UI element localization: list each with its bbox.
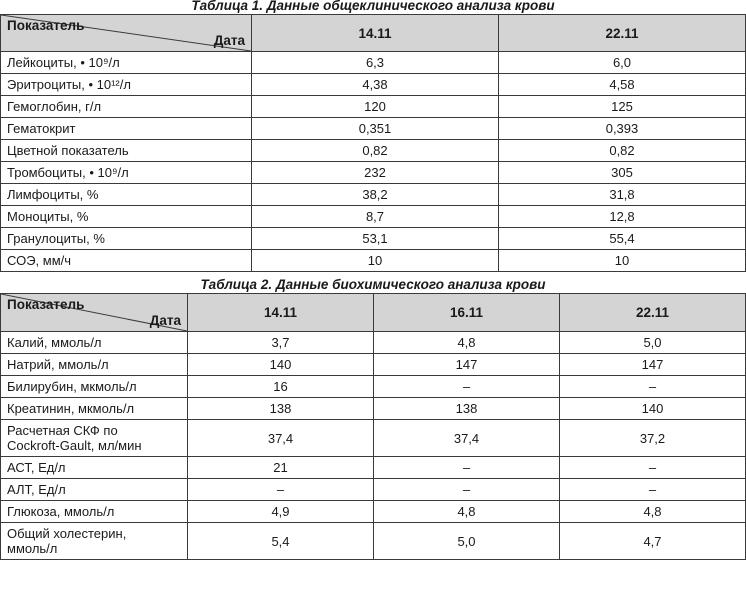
cell-value: – (374, 479, 560, 501)
cell-value: 5,0 (374, 523, 560, 560)
cell-value: 305 (499, 162, 746, 184)
cell-value: 16 (188, 376, 374, 398)
date-header: Дата (149, 313, 181, 328)
table-row (1, 206, 746, 228)
cell-value: – (188, 479, 374, 501)
diagonal-header-cell (1, 15, 252, 52)
row-label: АЛТ, Ед/л (1, 479, 188, 501)
table-row (1, 250, 746, 272)
date-column-header: 14.11 (252, 15, 499, 52)
table-row (1, 52, 746, 74)
cell-value: – (560, 479, 746, 501)
table1-caption: Таблица 1. Данные общеклинического анализа крови (191, 0, 555, 13)
cell-value: 8,7 (252, 206, 499, 228)
cell-value: 21 (188, 457, 374, 479)
cell-value: 232 (252, 162, 499, 184)
table-row (1, 420, 746, 457)
row-label: Цветной показатель (1, 140, 252, 162)
cell-value: 0,351 (252, 118, 499, 140)
table2-caption: Таблица 2. Данные биохимического анализа крови (200, 277, 546, 292)
table-row (1, 74, 746, 96)
date-column-header: 22.11 (560, 294, 746, 332)
cell-value: 10 (252, 250, 499, 272)
biochemistry-table (0, 293, 746, 560)
indicator-header: Показатель (7, 18, 85, 33)
cell-value: 140 (188, 354, 374, 376)
row-label: Глюкоза, ммоль/л (1, 501, 188, 523)
cell-value: 4,7 (560, 523, 746, 560)
cell-value: 147 (374, 354, 560, 376)
cell-value: – (560, 376, 746, 398)
row-label-line: Общий холестерин, (7, 526, 127, 541)
date-column-header: 16.11 (374, 294, 560, 332)
row-label: Тромбоциты, • 10⁹/л (1, 162, 252, 184)
table-row (1, 523, 746, 560)
cell-value: 37,4 (188, 420, 374, 457)
cell-value: 138 (188, 398, 374, 420)
table-row (1, 184, 746, 206)
cell-value: – (374, 376, 560, 398)
cell-value: 0,393 (499, 118, 746, 140)
date-column-header: 14.11 (188, 294, 374, 332)
cell-value: 140 (560, 398, 746, 420)
table-row (1, 140, 746, 162)
cell-value: 37,2 (560, 420, 746, 457)
row-label: Калий, ммоль/л (1, 332, 188, 354)
cell-value: 6,3 (252, 52, 499, 74)
row-label: Натрий, ммоль/л (1, 354, 188, 376)
table-row (1, 479, 746, 501)
cell-value: – (374, 457, 560, 479)
row-label: Гранулоциты, % (1, 228, 252, 250)
row-label: Моноциты, % (1, 206, 252, 228)
cell-value: 5,0 (560, 332, 746, 354)
table-row (1, 118, 746, 140)
table-row (1, 228, 746, 250)
cell-value: 53,1 (252, 228, 499, 250)
table-row (1, 332, 746, 354)
table-header-row (1, 294, 746, 332)
cell-value: 4,8 (374, 332, 560, 354)
row-label-line: Cockroft-Gault, мл/мин (7, 438, 142, 453)
cell-value: 31,8 (499, 184, 746, 206)
row-label: Эритроциты, • 10¹²/л (1, 74, 252, 96)
row-label (1, 420, 188, 457)
indicator-header: Показатель (7, 297, 85, 312)
table-row (1, 354, 746, 376)
row-label: Билирубин, мкмоль/л (1, 376, 188, 398)
cell-value: 4,9 (188, 501, 374, 523)
row-label-line: ммоль/л (7, 541, 58, 556)
row-label: Лейкоциты, • 10⁹/л (1, 52, 252, 74)
row-label: Креатинин, мкмоль/л (1, 398, 188, 420)
date-column-header: 22.11 (499, 15, 746, 52)
cell-value: 4,38 (252, 74, 499, 96)
cell-value: 0,82 (252, 140, 499, 162)
cell-value: 4,8 (560, 501, 746, 523)
table-row (1, 501, 746, 523)
table-row (1, 398, 746, 420)
row-label: Гемоглобин, г/л (1, 96, 252, 118)
row-label: Лимфоциты, % (1, 184, 252, 206)
cell-value: 37,4 (374, 420, 560, 457)
diagonal-header-cell (1, 294, 188, 332)
row-label: АСТ, Ед/л (1, 457, 188, 479)
row-label (1, 523, 188, 560)
cell-value: 138 (374, 398, 560, 420)
cell-value: 12,8 (499, 206, 746, 228)
table-row (1, 96, 746, 118)
cell-value: 3,7 (188, 332, 374, 354)
table-row (1, 162, 746, 184)
cell-value: 6,0 (499, 52, 746, 74)
table-row (1, 376, 746, 398)
cell-value: 0,82 (499, 140, 746, 162)
cell-value: 4,58 (499, 74, 746, 96)
cell-value: 4,8 (374, 501, 560, 523)
cell-value: – (560, 457, 746, 479)
row-label: СОЭ, мм/ч (1, 250, 252, 272)
cell-value: 147 (560, 354, 746, 376)
cell-value: 5,4 (188, 523, 374, 560)
table-row (1, 457, 746, 479)
cell-value: 125 (499, 96, 746, 118)
row-label-line: Расчетная СКФ по (7, 423, 118, 438)
cell-value: 55,4 (499, 228, 746, 250)
cell-value: 38,2 (252, 184, 499, 206)
cell-value: 120 (252, 96, 499, 118)
cell-value: 10 (499, 250, 746, 272)
row-label: Гематокрит (1, 118, 252, 140)
table-header-row (1, 15, 746, 52)
blood-count-table (0, 14, 746, 272)
date-header: Дата (213, 33, 245, 48)
